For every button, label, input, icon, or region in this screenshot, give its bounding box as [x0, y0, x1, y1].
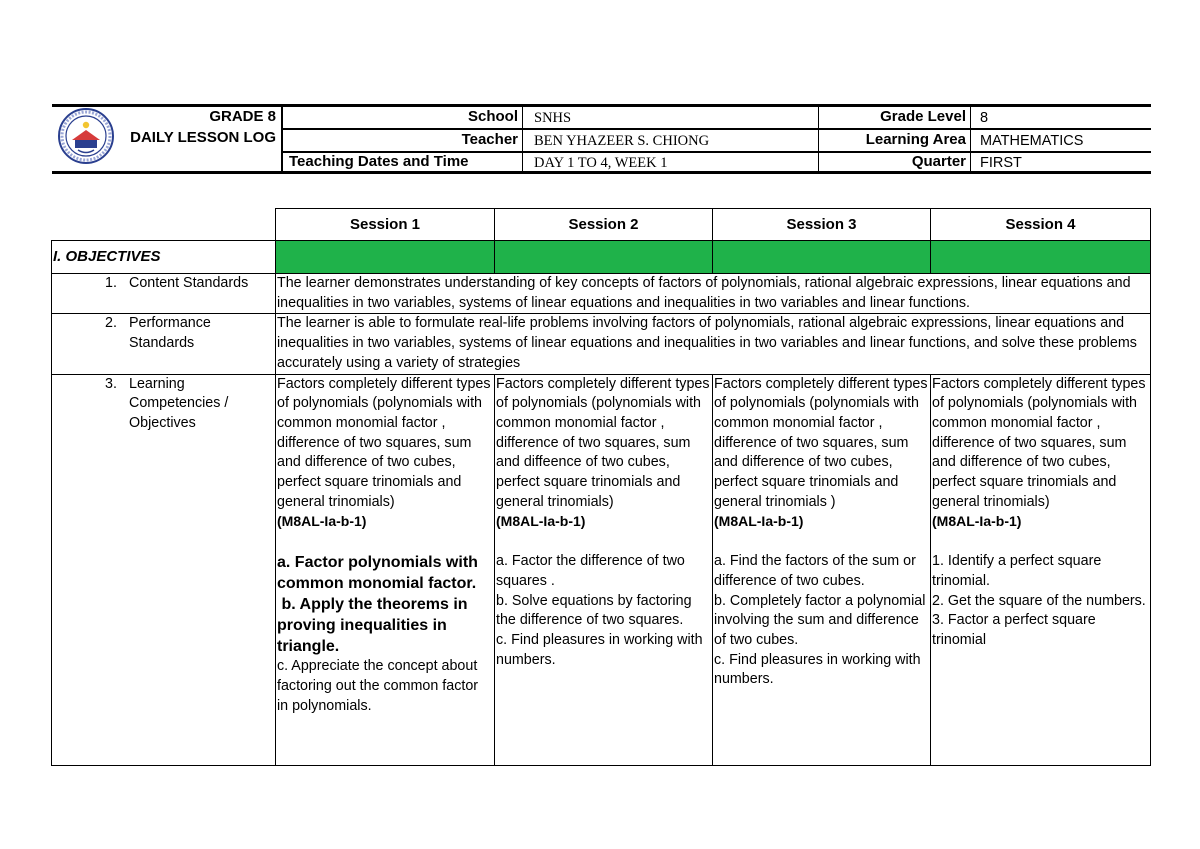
lesson-log-table — [51, 208, 1151, 766]
learning-competencies-number: 3. — [105, 375, 117, 392]
school-value: SNHS — [534, 110, 572, 126]
objective-3: 3. Factor a perfect square trinomial — [932, 612, 1096, 648]
objective-2: 2. Get the square of the numbers. — [932, 592, 1146, 609]
session-3-header: Session 3 — [713, 209, 931, 241]
dates-label: Teaching Dates and Time — [289, 153, 469, 170]
competency-text: Factors completely different types of polynomials (polynomials with common monomial factor , difference of two squares, sum and difference of two cubes, perfect square trinomials and general trinomials) — [932, 375, 1146, 510]
content-standards-row — [52, 274, 1151, 314]
competency-code: (M8AL-Ia-b-1) — [932, 513, 1022, 530]
session-1-header: Session 1 — [276, 209, 495, 241]
session-4-competencies — [931, 374, 1151, 765]
grade-level-label: Grade Level — [880, 108, 966, 125]
competency-text: Factors completely different types of polynomials (polynomials with common monomial factor , difference of two squares, sum and diffeence of two cubes, perfect square trinomials and general trinomials) — [496, 375, 710, 510]
objective-c: c. Appreciate the concept about factoring out the common factor in polynomials. — [277, 658, 479, 714]
quarter-label: Quarter — [911, 153, 966, 170]
content-standards-label: Content Standards — [129, 275, 249, 291]
objectives-fill-cell — [276, 241, 495, 274]
objectives-row — [52, 241, 1151, 274]
competency-code: (M8AL-Ia-b-1) — [496, 513, 586, 530]
objective-b: b. Solve equations by factoring the difference of two squares. — [496, 592, 692, 629]
objectives-fill-cell — [495, 241, 713, 274]
content-standards-text: The learner demonstrates understanding of key concepts of factors of polynomials, rational algebraic expressions, linear equations and inequalities in two variables, systems of linear equations and inequalities in two variables and linear functions. — [276, 274, 1151, 314]
session-3-competencies — [713, 374, 931, 765]
objectives-fill-cell — [931, 241, 1151, 274]
grade-level-value: 8 — [980, 110, 989, 126]
learning-area-label: Learning Area — [865, 131, 966, 148]
objectives-title: I. OBJECTIVES — [53, 247, 161, 265]
performance-standards-label: Performance Standards — [129, 315, 211, 352]
competency-code: (M8AL-Ia-b-1) — [714, 513, 804, 530]
teacher-label: Teacher — [461, 131, 518, 148]
grade-title: GRADE 8 — [209, 108, 276, 125]
performance-standards-row — [52, 314, 1151, 374]
objective-b: b. Completely factor a polynomial involving the sum and difference of two cubes. — [714, 592, 926, 648]
session-2-competencies — [495, 374, 713, 765]
content-standards-number: 1. — [105, 275, 117, 291]
session-1-competencies — [276, 374, 495, 765]
objective-a: a. Factor the difference of two squares . — [496, 553, 685, 589]
dates-value: DAY 1 TO 4, WEEK 1 — [534, 155, 668, 171]
learning-competencies-row — [52, 374, 1151, 765]
header-table — [52, 104, 1151, 174]
log-title: DAILY LESSON LOG — [130, 129, 276, 146]
competency-code: (M8AL-Ia-b-1) — [277, 513, 367, 530]
performance-standards-text: The learner is able to formulate real-life problems involving factors of polynomials, rational algebraic expressions, linear equations and inequalities in two variables, systems of linear equations and inequalities in two variables and linear functions, and solve these problems accurately using a variety of strategies — [276, 314, 1151, 374]
objective-c: c. Find pleasures in working with numbers. — [714, 651, 921, 688]
session-4-header: Session 4 — [931, 209, 1151, 241]
school-label: School — [467, 108, 518, 125]
objective-a: a. Find the factors of the sum or difference of two cubes. — [714, 553, 916, 589]
objective-a: a. Factor polynomials with common monomial factor. — [277, 554, 478, 593]
learning-area-value: MATHEMATICS — [980, 133, 1084, 149]
session-2-header: Session 2 — [495, 209, 713, 241]
performance-standards-number: 2. — [105, 315, 117, 332]
quarter-value: FIRST — [980, 155, 1022, 171]
learning-competencies-label: Learning Competencies / Objectives — [129, 375, 229, 431]
competency-text: Factors completely different types of polynomials (polynomials with common monomial factor , difference of two squares, sum and difference of two cubes, perfect square trinomials and general trinomials) — [277, 375, 491, 510]
session-header-row — [52, 209, 1151, 241]
competency-text: Factors completely different types of polynomials (polynomials with common monomial factor , difference of two squares, sum and difference of two cubes, perfect square trinomials and general trinomials ) — [714, 375, 928, 510]
objective-b: b. Apply the theorems in proving inequalities in triangle. — [277, 596, 472, 656]
teacher-value: BEN YHAZEER S. CHIONG — [534, 133, 710, 149]
objectives-fill-cell — [713, 241, 931, 274]
objective-c: c. Find pleasures in working with numbers. — [496, 631, 703, 668]
deped-seal-logo — [58, 108, 114, 164]
objective-1: 1. Identify a perfect square trinomial. — [932, 553, 1102, 589]
